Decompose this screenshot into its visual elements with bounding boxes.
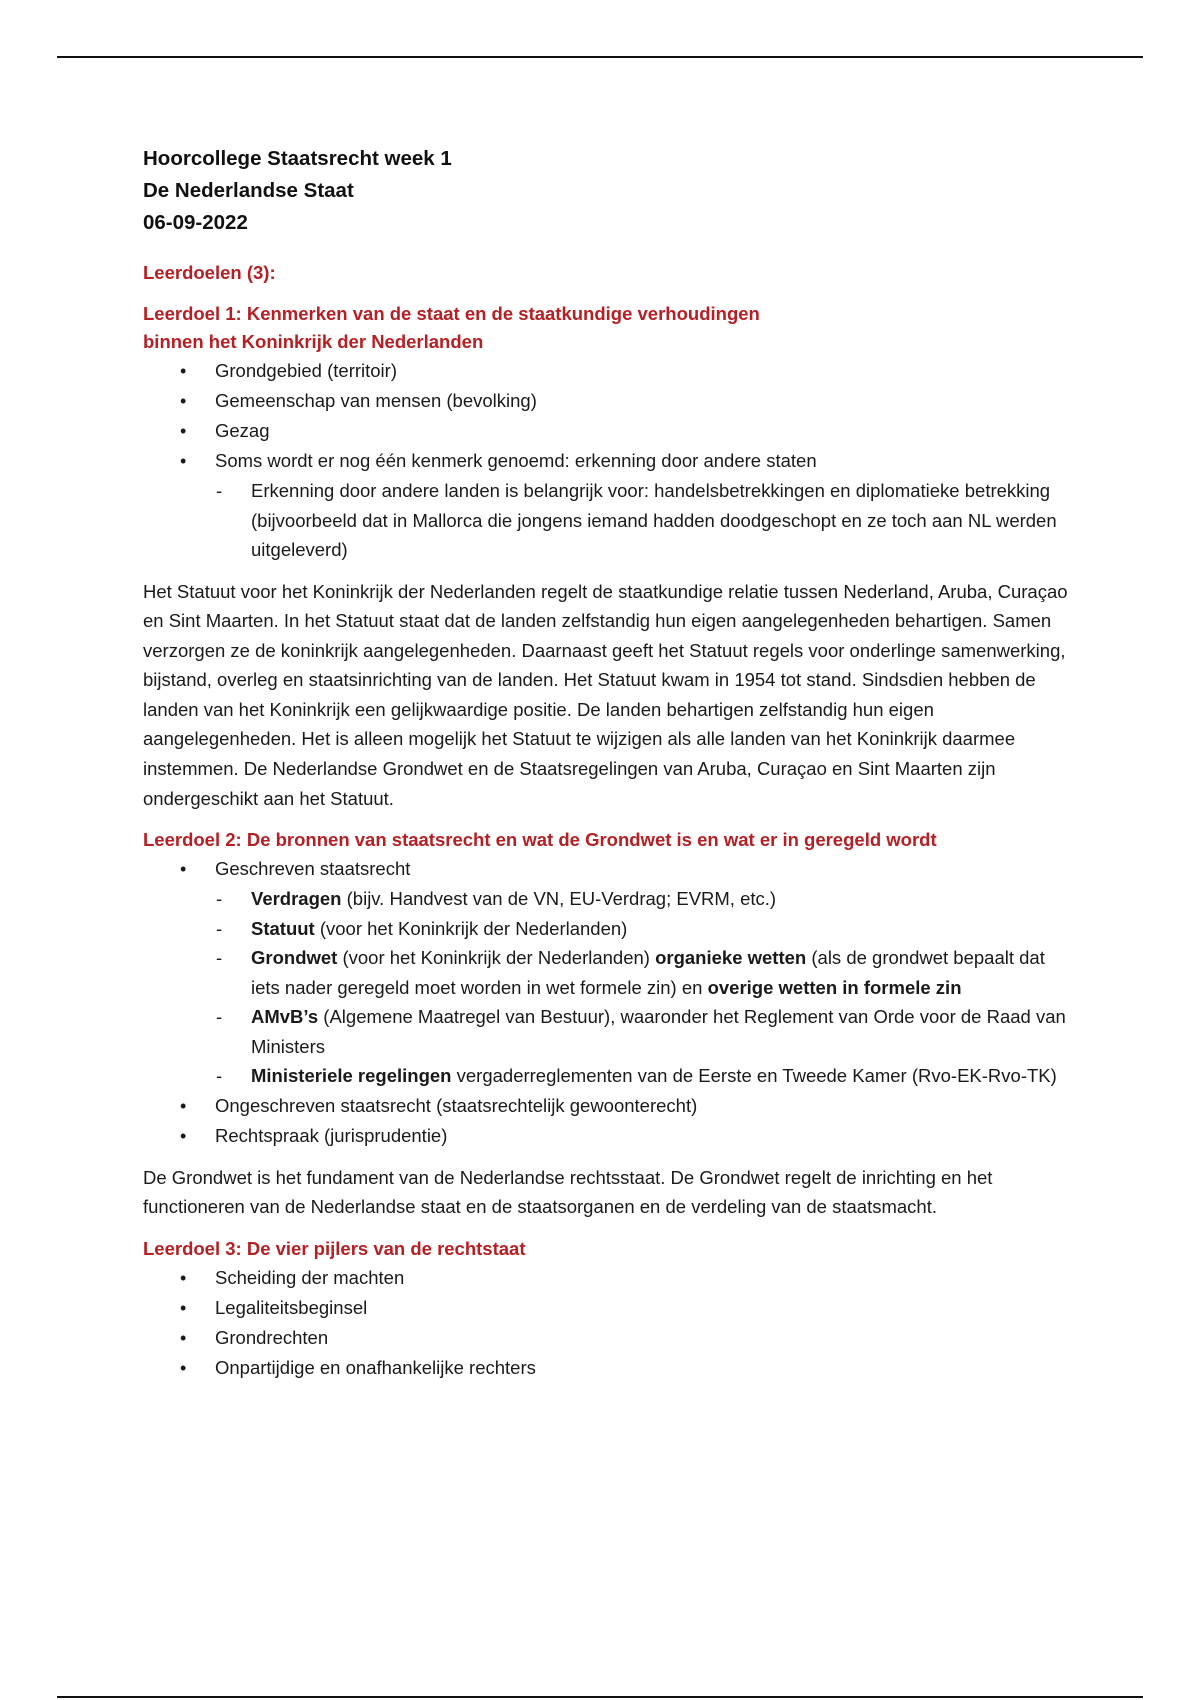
goal1-bullet-list: [143, 356, 1068, 476]
list-item-text: Scheiding der machten: [215, 1266, 405, 1288]
term-grondwet: Grondwet: [251, 947, 338, 969]
grondwet-paragraph: De Grondwet is het fundament van de Nederlandse rechtsstaat. De Grondwet regelt de inrichting en het functioneren van de Nederlandse staat en de staatsorganen en de verdeling van de staatsmacht.: [143, 1166, 993, 1218]
term-organieke-wetten: organieke wetten: [655, 947, 807, 969]
goal1-heading-line1: Leerdoel 1: Kenmerken van de staat en de staatkundige verhoudingen: [143, 303, 760, 324]
goal3-bullet-list: [143, 1263, 1068, 1383]
header-date: 06-09-2022: [143, 211, 248, 234]
list-item-text: Gezag: [215, 420, 270, 441]
list-item-text: Legaliteitsbeginsel: [215, 1296, 368, 1318]
term-ministeriele-regelingen: Ministeriele regelingen: [251, 1065, 452, 1087]
statuut-paragraph: Het Statuut voor het Koninkrijk der Nederlanden regelt de staatkundige relatie tussen Nederland, Aruba, Curaçao en Sint Maarten. In het Statuut staat dat de landen zelfstandig hun eigen aangelegenheden behartigen. Samen verzorgen ze de koninkrijk aangelegenheden. Daarnaast geeft het Statuut regels voor onderlinge samenwerking, bijstand, overleg en staatsinrichting van de landen. Het Statuut kwam in 1954 tot stand. Sindsdien hebben de landen van het Koninkrijk een gelijkwaardige positie. De landen behartigen zelfstandig hun eigen aangelegenheden. Het is alleen mogelijk het Statuut te wijzigen als alle landen van het Koninkrijk daarmee instemmen. De Nederlandse Grondwet en de Staatsregelingen van Aruba, Curaçao en Sint Maarten zijn ondergeschikt aan het Statuut.: [143, 580, 1068, 809]
sub-list-item: [143, 1061, 1068, 1091]
list-item: [143, 1323, 1068, 1353]
term-overige-wetten: overige wetten in formele zin: [707, 976, 962, 998]
header-course-title: Hoorcollege Staatsrecht week 1: [143, 147, 452, 170]
list-item-text: Gemeenschap van mensen (bevolking): [215, 390, 537, 411]
goal2-bullet-list-continued: [143, 1091, 1068, 1151]
goal2-heading: Leerdoel 2: De bronnen van staatsrecht en wat de Grondwet is en wat er in geregeld wordt: [143, 829, 937, 851]
sub-list-item-text: Erkenning door andere landen is belangrijk voor: handelsbetrekkingen en diplomatieke betrekking (bijvoorbeeld dat in Mallorca die jongens iemand hadden doodgeschopt en ze toch aan NL werden uitgeleverd): [251, 480, 1057, 560]
list-item: [143, 1121, 1068, 1151]
list-item: [143, 416, 1068, 446]
list-item-text: Rechtspraak (jurisprudentie): [215, 1124, 448, 1146]
sub-list-item: [143, 943, 1068, 1002]
list-item-text: Geschreven staatsrecht: [215, 858, 411, 880]
document-header: [143, 143, 1068, 239]
list-item: [143, 1293, 1068, 1323]
statuut-text: (voor het Koninkrijk der Nederlanden): [314, 917, 628, 939]
list-item-text: Grondrechten: [215, 1326, 329, 1348]
ministeriele-text: vergaderreglementen van de Eerste en Tweede Kamer (Rvo-EK-Rvo-TK): [451, 1065, 1057, 1087]
list-item-text: Soms wordt er nog één kenmerk genoemd: erkenning door andere staten: [215, 450, 817, 471]
amvb-text: (Algemene Maatregel van Bestuur), waaronder het Reglement van Orde voor de Raad van Ministers: [251, 1006, 1066, 1057]
goal3-heading: Leerdoel 3: De vier pijlers van de rechtstaat: [143, 1237, 526, 1259]
grondwet-text-1: (voor het Koninkrijk der Nederlanden): [337, 947, 656, 969]
bottom-rule: [57, 1696, 1143, 1698]
goal2-bullet-list: [143, 854, 1068, 884]
document-page: [143, 143, 1068, 1383]
list-item: [143, 1263, 1068, 1293]
sub-list-item: [143, 1002, 1068, 1061]
header-subject: De Nederlandse Staat: [143, 179, 354, 202]
learning-goals-heading: Leerdoelen (3):: [143, 262, 276, 283]
top-rule: [57, 56, 1143, 58]
term-statuut: Statuut: [251, 917, 315, 939]
list-item: [143, 386, 1068, 416]
written-law-sub-list: [143, 884, 1068, 1091]
list-item: [143, 356, 1068, 386]
goal1-heading-line2: binnen het Koninkrijk der Nederlanden: [143, 331, 484, 352]
goal1-heading: [143, 300, 1068, 356]
list-item-text: Ongeschreven staatsrecht (staatsrechtelijk gewoonterecht): [215, 1094, 698, 1116]
list-item-text: Onpartijdige en onafhankelijke rechters: [215, 1356, 536, 1378]
list-item: [143, 1353, 1068, 1383]
sub-list-item: [143, 914, 1068, 944]
verdragen-text: (bijv. Handvest van de VN, EU-Verdrag; EVRM, etc.): [341, 888, 777, 910]
term-verdragen: Verdragen: [251, 888, 342, 910]
list-item: [143, 446, 1068, 476]
sub-list-item: [143, 884, 1068, 914]
sub-list-item: [143, 476, 1068, 565]
list-item-text: Grondgebied (territoir): [215, 360, 397, 381]
term-amvb: AMvB’s: [251, 1006, 319, 1028]
list-item: [143, 1091, 1068, 1121]
goal1-sub-list: [143, 476, 1068, 565]
list-item: [143, 854, 1068, 884]
grondwet-text-2: (als de grondwet bepaalt dat iets nader geregeld moet worden in wet formele zin) en: [251, 947, 1045, 998]
